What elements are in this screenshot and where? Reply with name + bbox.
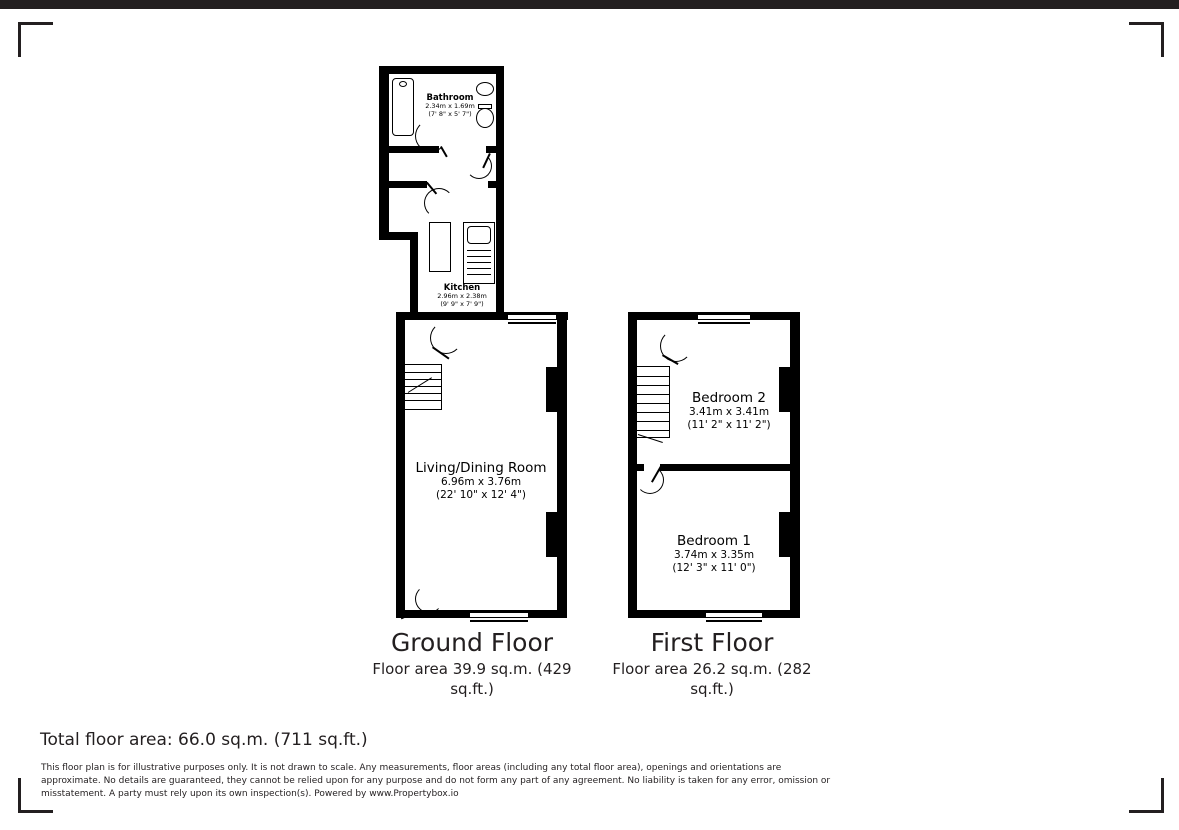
room-dimft-bedroom1: (12' 3" x 11' 0") [672, 562, 756, 575]
floor-title-ground: Ground Floor [390, 628, 554, 657]
room-label-bedroom2 [640, 390, 818, 432]
room-dimft-kitchen: (9' 9" x 7' 9") [440, 300, 484, 309]
room-dim-bedroom1: 3.74m x 3.35m [673, 549, 755, 562]
window-living-front [470, 611, 528, 622]
wall-bedroom-divider [660, 464, 800, 471]
kitchen-appliance [429, 222, 451, 272]
window-bedroom1 [706, 611, 762, 622]
room-label-bathroom [403, 93, 497, 119]
floor-area-ground: Floor area 39.9 sq.m. (429 sq.ft.) [372, 660, 572, 699]
window-living-top [508, 313, 556, 324]
staircase-ground [404, 364, 442, 410]
kitchen-unit-line-5 [467, 274, 491, 275]
room-name-bathroom: Bathroom [426, 93, 474, 103]
kitchen-unit-line-1 [467, 250, 491, 251]
room-label-kitchen [415, 283, 509, 309]
kitchen-unit-line-2 [467, 256, 491, 257]
room-name-bedroom2: Bedroom 2 [692, 390, 766, 406]
room-dimft-living-dining: (22' 10" x 12' 4") [436, 489, 526, 502]
total-floor-area: Total floor area: 66.0 sq.m. (711 sq.ft.) [40, 730, 368, 750]
room-dim-kitchen: 2.96m x 2.38m [437, 292, 487, 301]
kitchen-unit-line-3 [467, 262, 491, 263]
room-dim-bedroom2: 3.41m x 3.41m [688, 406, 770, 419]
room-dim-living-dining: 6.96m x 3.76m [440, 476, 522, 489]
wall-hall-divider-left [379, 181, 427, 188]
kitchen-unit-line-4 [467, 268, 491, 269]
room-dim-bathroom: 2.34m x 1.69m [425, 102, 475, 111]
room-name-kitchen: Kitchen [443, 283, 481, 293]
door-leaf-bathroom [440, 146, 447, 157]
kitchen-sink-icon [467, 226, 491, 244]
wall-hall-divider-right [488, 181, 504, 188]
door-arc-bedroom1 [636, 466, 664, 494]
window-bedroom2 [698, 313, 750, 324]
door-arc-hall-lower [424, 188, 454, 218]
wall-wing-left [379, 66, 389, 240]
room-name-living-dining: Living/Dining Room [415, 460, 547, 476]
chimney-breast-upper [546, 367, 558, 412]
room-label-living-dining [392, 460, 570, 502]
room-name-bedroom1: Bedroom 1 [677, 533, 751, 549]
floor-area-first: Floor area 26.2 sq.m. (282 sq.ft.) [612, 660, 812, 699]
disclaimer-text: This floor plan is for illustrative purposes only. It is not drawn to scale. Any measurements, floor areas (including any total floor area), openings and orientations are approximate. No details are guaranteed, they cannot be relied upon for any purpose and do not form any part of any agreement. No liability is taken for any error, omission or misstatement. A party must rely upon its own inspection(s). Powered by www.Propertybox.io [41, 763, 831, 800]
wall-wing-right-upper [496, 66, 504, 148]
door-arc-front [415, 585, 443, 613]
room-dimft-bedroom2: (11' 2" x 11' 2") [687, 419, 771, 432]
floor-title-first: First Floor [650, 628, 774, 657]
wall-wing-top [379, 66, 504, 74]
room-label-bedroom1 [625, 533, 803, 575]
bath-tap-icon [399, 81, 407, 87]
room-dimft-bathroom: (7' 8" x 5' 7") [428, 110, 472, 119]
chimney-breast-lower [546, 512, 558, 557]
